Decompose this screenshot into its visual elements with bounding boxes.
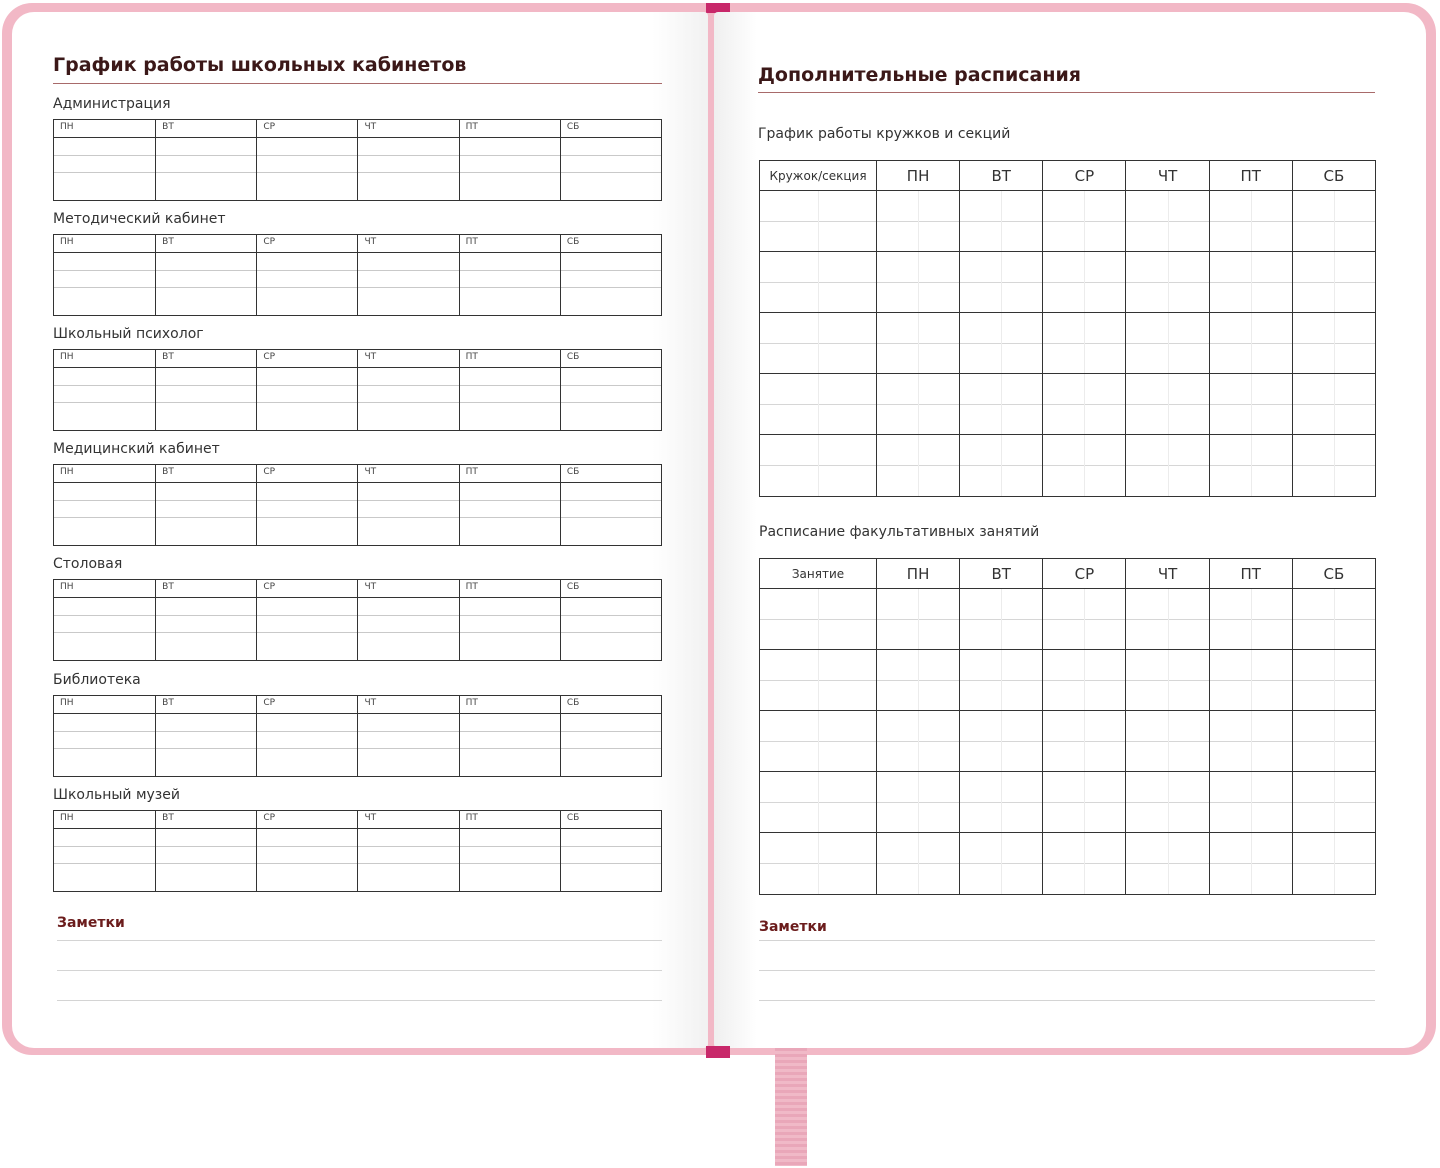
weekday-header: СР (263, 582, 276, 592)
section-label: Столовая (53, 556, 123, 572)
section-label: Школьный психолог (53, 326, 204, 342)
table-cell[interactable] (1125, 711, 1208, 772)
left-notes-line (57, 1000, 662, 1001)
weekday-cell[interactable] (560, 465, 661, 545)
table-cell[interactable] (1292, 435, 1375, 496)
weekday-cell[interactable] (155, 120, 256, 200)
table-header: ЧТ (1125, 161, 1208, 191)
weekday-cell[interactable] (459, 465, 560, 545)
left-notes-label: Заметки (57, 915, 125, 931)
weekday-cell[interactable] (54, 350, 155, 430)
section-label: Медицинский кабинет (53, 441, 220, 457)
table-cell[interactable] (1292, 711, 1375, 772)
table-cell[interactable] (1292, 191, 1375, 252)
weekday-header: ЧТ (364, 237, 377, 247)
table-cell[interactable] (1292, 772, 1375, 833)
table-cell[interactable] (1042, 435, 1125, 496)
weekday-header: ПН (60, 582, 74, 592)
weekday-cell[interactable] (256, 696, 357, 776)
weekday-header: ПН (60, 122, 74, 132)
table-cell[interactable] (1209, 772, 1292, 833)
weekday-cell[interactable] (155, 811, 256, 891)
weekday-cell[interactable] (155, 465, 256, 545)
weekday-cell[interactable] (256, 235, 357, 315)
table-cell[interactable] (1209, 435, 1292, 496)
table-header: СБ (1292, 161, 1375, 191)
weekday-cell[interactable] (256, 350, 357, 430)
weekday-cell[interactable] (459, 696, 560, 776)
weekday-header: ПН (60, 237, 74, 247)
table-header: ПТ (1209, 559, 1292, 589)
table-cell[interactable] (1209, 589, 1292, 650)
weekday-header: ПТ (465, 237, 478, 247)
weekday-header: ВТ (162, 582, 174, 592)
weekday-header: ПТ (465, 467, 478, 477)
weekday-cell[interactable] (155, 350, 256, 430)
weekday-header: СР (263, 813, 276, 823)
table-cell[interactable] (1042, 833, 1125, 894)
weekday-cell[interactable] (54, 811, 155, 891)
weekday-cell[interactable] (155, 580, 256, 660)
table-cell[interactable] (1292, 650, 1375, 711)
weekday-grid (53, 234, 662, 316)
weekday-header: СР (263, 122, 276, 132)
weekday-header: ВТ (162, 352, 174, 362)
table-cell[interactable] (876, 772, 959, 833)
table-cell[interactable] (1209, 374, 1292, 435)
weekday-cell[interactable] (459, 350, 560, 430)
table-cell[interactable] (760, 435, 876, 496)
weekday-header: СР (263, 237, 276, 247)
table-cell[interactable] (959, 772, 1042, 833)
weekday-header: ЧТ (364, 582, 377, 592)
weekday-header: ВТ (162, 467, 174, 477)
table-cell[interactable] (760, 313, 876, 374)
weekday-cell[interactable] (54, 696, 155, 776)
table-cell[interactable] (959, 435, 1042, 496)
table-cell[interactable] (760, 650, 876, 711)
table-header: Занятие (760, 559, 876, 589)
table-cell[interactable] (1042, 374, 1125, 435)
weekday-cell[interactable] (256, 811, 357, 891)
weekday-cell[interactable] (256, 465, 357, 545)
weekday-cell[interactable] (155, 235, 256, 315)
weekday-header: ЧТ (364, 813, 377, 823)
weekday-header: ПН (60, 813, 74, 823)
bookmark-ribbon[interactable] (775, 1048, 807, 1166)
table-cell[interactable] (760, 772, 876, 833)
table-cell[interactable] (876, 252, 959, 313)
weekday-grid (53, 579, 662, 661)
electives-schedule-table (759, 558, 1376, 895)
right-notes-label: Заметки (759, 919, 827, 935)
weekday-cell[interactable] (357, 235, 458, 315)
weekday-header: ПН (60, 352, 74, 362)
table-cell[interactable] (1125, 650, 1208, 711)
table-cell[interactable] (760, 191, 876, 252)
table-cell[interactable] (1125, 191, 1208, 252)
table-cell[interactable] (1125, 772, 1208, 833)
table-header: ПН (876, 161, 959, 191)
weekday-header: СР (263, 352, 276, 362)
table-cell[interactable] (1042, 711, 1125, 772)
table2-label: Расписание факультативных занятий (759, 524, 1040, 540)
table-cell[interactable] (1042, 191, 1125, 252)
table-cell[interactable] (876, 589, 959, 650)
weekday-cell[interactable] (155, 696, 256, 776)
table-cell[interactable] (959, 374, 1042, 435)
weekday-cell[interactable] (560, 235, 661, 315)
weekday-cell[interactable] (560, 811, 661, 891)
weekday-header: ВТ (162, 698, 174, 708)
table-header: СР (1042, 161, 1125, 191)
table-header: ВТ (959, 559, 1042, 589)
table-cell[interactable] (876, 374, 959, 435)
table-header: ВТ (959, 161, 1042, 191)
right-title-rule (758, 92, 1375, 93)
weekday-grid (53, 349, 662, 431)
table-cell[interactable] (1209, 650, 1292, 711)
weekday-header: ЧТ (364, 698, 377, 708)
weekday-header: ПТ (465, 698, 478, 708)
table-cell[interactable] (760, 374, 876, 435)
table-cell[interactable] (1292, 374, 1375, 435)
table-cell[interactable] (1125, 833, 1208, 894)
weekday-cell[interactable] (54, 235, 155, 315)
weekday-cell[interactable] (459, 580, 560, 660)
weekday-header: СБ (566, 582, 580, 592)
weekday-cell[interactable] (357, 350, 458, 430)
weekday-header: СБ (566, 467, 580, 477)
weekday-header: СБ (566, 698, 580, 708)
left-notes-line (57, 940, 662, 941)
weekday-header: СР (263, 467, 276, 477)
weekday-cell[interactable] (357, 120, 458, 200)
weekday-header: СБ (566, 813, 580, 823)
weekday-header: ЧТ (364, 352, 377, 362)
section-label: Методический кабинет (53, 211, 226, 227)
table-cell[interactable] (959, 191, 1042, 252)
weekday-header: ПТ (465, 352, 478, 362)
table-cell[interactable] (1209, 191, 1292, 252)
table-cell[interactable] (876, 833, 959, 894)
table-cell[interactable] (1209, 711, 1292, 772)
clubs-schedule-table (759, 160, 1376, 497)
weekday-header: ВТ (162, 122, 174, 132)
table-header: ЧТ (1125, 559, 1208, 589)
weekday-header: ЧТ (364, 467, 377, 477)
weekday-grid (53, 119, 662, 201)
table-cell[interactable] (1042, 589, 1125, 650)
weekday-cell[interactable] (459, 235, 560, 315)
table-cell[interactable] (959, 833, 1042, 894)
weekday-header: СБ (566, 237, 580, 247)
table-cell[interactable] (1042, 772, 1125, 833)
section-label: Школьный музей (53, 787, 180, 803)
right-notes-line (759, 1000, 1375, 1001)
weekday-cell[interactable] (560, 120, 661, 200)
table-cell[interactable] (760, 833, 876, 894)
left-page-title: График работы школьных кабинетов (53, 54, 467, 76)
weekday-header: ЧТ (364, 122, 377, 132)
spine-bottom (706, 1046, 730, 1058)
table1-label: График работы кружков и секций (758, 126, 1011, 142)
table-cell[interactable] (1292, 589, 1375, 650)
weekday-header: ПТ (465, 813, 478, 823)
table-cell[interactable] (959, 252, 1042, 313)
table-cell[interactable] (959, 711, 1042, 772)
table-cell[interactable] (1125, 374, 1208, 435)
table-cell[interactable] (1042, 313, 1125, 374)
right-page-title: Дополнительные расписания (758, 64, 1081, 86)
weekday-cell[interactable] (357, 580, 458, 660)
weekday-cell[interactable] (459, 811, 560, 891)
table-cell[interactable] (1292, 833, 1375, 894)
table-cell[interactable] (1125, 435, 1208, 496)
weekday-header: СР (263, 698, 276, 708)
table-cell[interactable] (876, 650, 959, 711)
weekday-header: ПТ (465, 122, 478, 132)
weekday-cell[interactable] (54, 580, 155, 660)
weekday-cell[interactable] (256, 120, 357, 200)
weekday-cell[interactable] (560, 580, 661, 660)
table-cell[interactable] (959, 589, 1042, 650)
table-cell[interactable] (1292, 252, 1375, 313)
table-cell[interactable] (959, 313, 1042, 374)
table-cell[interactable] (1209, 313, 1292, 374)
section-label: Администрация (53, 96, 171, 112)
table-cell[interactable] (876, 191, 959, 252)
weekday-header: СБ (566, 122, 580, 132)
left-notes-line (57, 970, 662, 971)
right-notes-line (759, 940, 1375, 941)
weekday-grid (53, 695, 662, 777)
weekday-cell[interactable] (357, 696, 458, 776)
table-cell[interactable] (1209, 833, 1292, 894)
weekday-cell[interactable] (560, 350, 661, 430)
table-cell[interactable] (1125, 589, 1208, 650)
table-cell[interactable] (1125, 252, 1208, 313)
weekday-grid (53, 810, 662, 892)
table-cell[interactable] (876, 313, 959, 374)
table-cell[interactable] (760, 711, 876, 772)
table-cell[interactable] (760, 589, 876, 650)
table-cell[interactable] (1042, 252, 1125, 313)
weekday-cell[interactable] (459, 120, 560, 200)
weekday-header: СБ (566, 352, 580, 362)
weekday-header: ПТ (465, 582, 478, 592)
weekday-cell[interactable] (54, 465, 155, 545)
table-header: ПН (876, 559, 959, 589)
table-cell[interactable] (1042, 650, 1125, 711)
left-title-rule (53, 83, 662, 84)
weekday-header: ПН (60, 698, 74, 708)
weekday-cell[interactable] (256, 580, 357, 660)
weekday-grid (53, 464, 662, 546)
table-cell[interactable] (1292, 313, 1375, 374)
weekday-cell[interactable] (560, 696, 661, 776)
table-header: Кружок/секция (760, 161, 876, 191)
table-header: ПТ (1209, 161, 1292, 191)
table-cell[interactable] (760, 252, 876, 313)
table-cell[interactable] (1125, 313, 1208, 374)
weekday-cell[interactable] (54, 120, 155, 200)
table-cell[interactable] (876, 435, 959, 496)
section-label: Библиотека (53, 672, 141, 688)
table-header: СБ (1292, 559, 1375, 589)
table-cell[interactable] (876, 711, 959, 772)
weekday-header: ВТ (162, 813, 174, 823)
weekday-header: ПН (60, 467, 74, 477)
table-cell[interactable] (1209, 252, 1292, 313)
table-cell[interactable] (959, 650, 1042, 711)
right-notes-line (759, 970, 1375, 971)
weekday-cell[interactable] (357, 811, 458, 891)
table-header: СР (1042, 559, 1125, 589)
weekday-cell[interactable] (357, 465, 458, 545)
weekday-header: ВТ (162, 237, 174, 247)
